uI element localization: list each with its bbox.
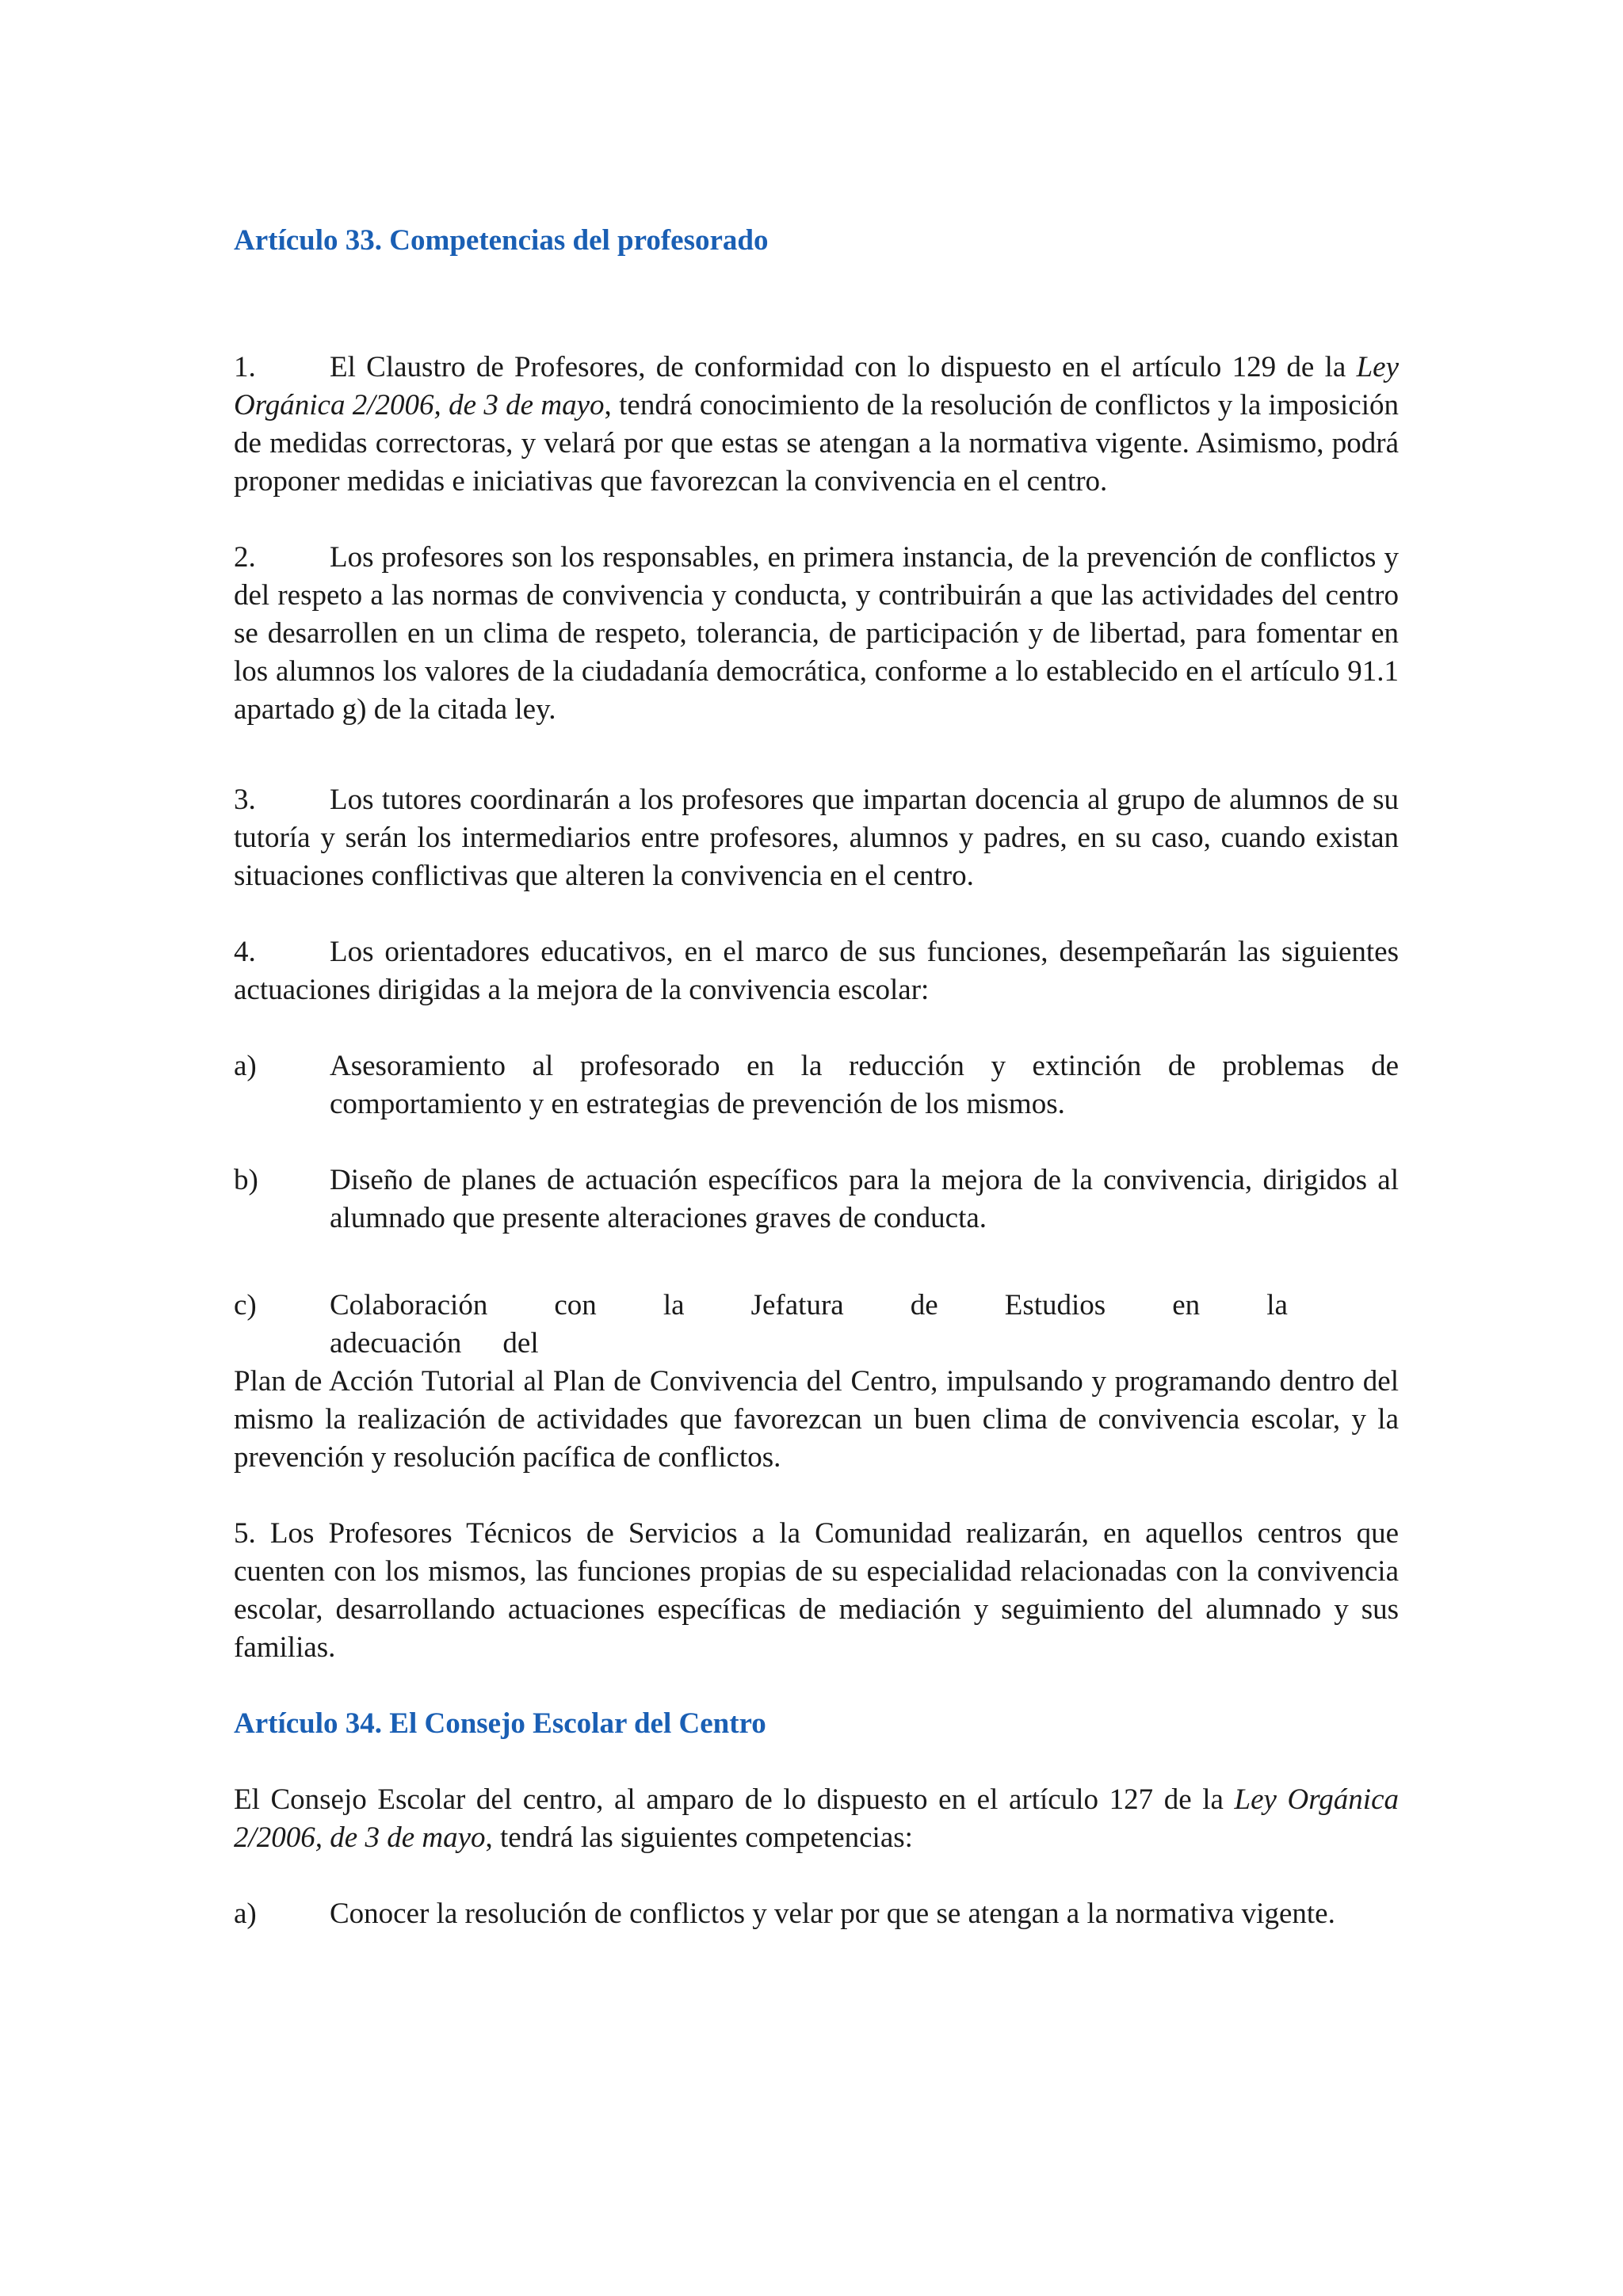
list-item-a <box>234 1047 1399 1123</box>
paragraph-number: 4. <box>234 936 256 968</box>
list-marker: b) <box>234 1164 258 1196</box>
word: Jefatura <box>750 1289 844 1322</box>
paragraph-text: Los orientadores educativos, en el marco de sus funciones, desempeñarán las siguientes actuaciones dirigidas a la mejora de la convivencia escolar: <box>234 936 1399 1006</box>
word: Colaboración <box>330 1289 488 1322</box>
word: la <box>663 1289 685 1322</box>
article-33-heading: Artículo 33. Competencias del profesorado <box>234 224 769 257</box>
paragraph-text: El Consejo Escolar del centro, al amparo de lo dispuesto en el artículo 127 de la <box>234 1783 1235 1816</box>
list-item-c-first-line <box>234 1287 1288 1325</box>
article-34-intro <box>234 1781 1399 1857</box>
paragraph-text: Los profesores son los responsables, en primera instancia, de la prevención de conflictos y del respeto a las normas de convivencia y conducta, y contribuirán a que las actividades del centro se desarrollen en un clima de respeto, tolerancia, de participación y de libertad, para fomentar en los alumnos los valores de la ciudadanía democrática, conforme a lo establecido en el artículo 91.1 apartado g) de la citada ley. <box>234 541 1399 726</box>
paragraph-text: , tendrá las siguientes competencias: <box>485 1821 913 1854</box>
word: Estudios <box>1004 1289 1106 1322</box>
law-reference: Ley Orgánica 2/2006, de 3 de mayo <box>234 1783 1400 1854</box>
paragraph-number: 1. <box>234 351 256 383</box>
list-item-b <box>234 1161 1399 1238</box>
word: de <box>910 1289 938 1322</box>
paragraph-5: 5. Los Profesores Técnicos de Servicios a la Comunidad realizarán, en aquellos centros que cuenten con los mismos, las funciones propias de su especialidad relacionadas con la convivencia escolar, desarrollando actuaciones específicas de mediación y seguimiento del alumnado y sus familias. <box>234 1517 1399 1664</box>
list-marker: a) <box>234 1050 257 1082</box>
paragraph-number: 2. <box>234 541 256 574</box>
word: la <box>1266 1289 1288 1322</box>
list-marker: c) <box>234 1289 257 1322</box>
paragraph-4 <box>234 933 1399 1009</box>
paragraph-2 <box>234 539 1399 729</box>
paragraph-text: Los tutores coordinarán a los profesores que impartan docencia al grupo de alumnos de su tutoría y serán los intermediarios entre profesores, alumnos y padres, en su caso, cuando existan situaciones conflictivas que alteren la convivencia en el centro. <box>234 784 1399 892</box>
list-item-c-continuation: Plan de Acción Tutorial al Plan de Convivencia del Centro, impulsando y programando dentro del mismo la realización de actividades que favorezcan un buen clima de convivencia escolar, y la prevención y resolución pacífica de conflictos. <box>234 1365 1399 1474</box>
paragraph-text: El Claustro de Profesores, de conformidad con lo dispuesto en el artículo 129 de la <box>330 351 1357 383</box>
word: adecuación <box>330 1327 462 1360</box>
list-item-text: Diseño de planes de actuación específicos para la mejora de la convivencia, dirigidos al alumnado que presente alteraciones graves de conducta. <box>330 1164 1399 1234</box>
paragraph-text: , tendrá conocimiento de la resolución de conflictos y la imposición de medidas correctoras, y velará por que estas se atengan a la normativa vigente. Asimismo, podrá proponer medidas e iniciativas que favorezcan la convivencia en el centro. <box>234 389 1399 498</box>
list-item-c <box>234 1287 1399 1477</box>
paragraph-1 <box>234 349 1399 501</box>
paragraph-number: 3. <box>234 784 256 816</box>
list-item-c-head <box>234 1287 487 1325</box>
article-34-heading: Artículo 34. El Consejo Escolar del Centro <box>234 1707 766 1740</box>
word: en <box>1172 1289 1201 1322</box>
law-reference: Ley Orgánica 2/2006, de 3 de mayo <box>234 351 1399 421</box>
list-marker: a) <box>234 1897 257 1930</box>
document-body <box>234 222 1399 1933</box>
list-item-text: Asesoramiento al profesorado en la reducción y extinción de problemas de comportamiento y en estrategias de prevención de los mismos. <box>330 1050 1399 1120</box>
word: con <box>554 1289 597 1322</box>
word: del <box>502 1327 539 1360</box>
list-item-text: Conocer la resolución de conflictos y velar por que se atengan a la normativa vigente. <box>330 1897 1335 1930</box>
paragraph-3 <box>234 781 1399 895</box>
article-34-item-a <box>234 1895 1399 1933</box>
list-item-c-second-line <box>234 1325 1399 1363</box>
